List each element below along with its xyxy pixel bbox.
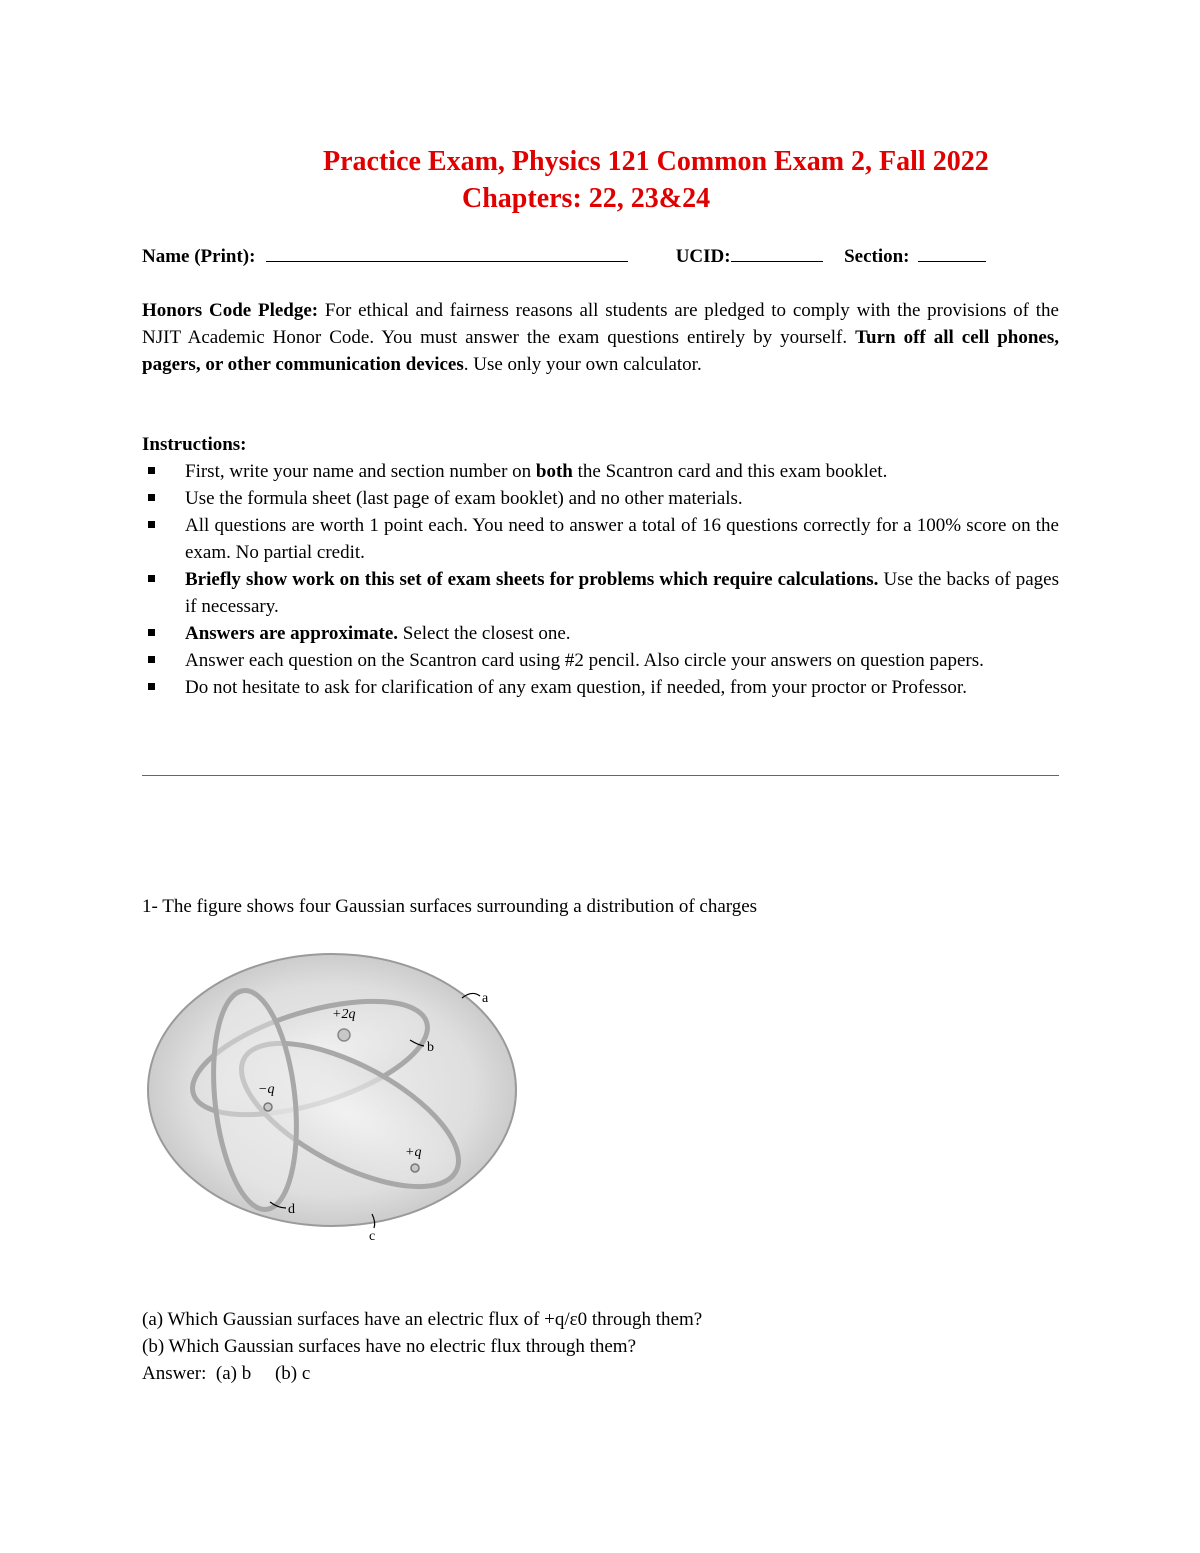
section-field[interactable] xyxy=(918,245,986,262)
instruction-item: Answer each question on the Scantron card using #2 pencil. Also circle your answers on question papers. xyxy=(142,647,1059,674)
instruction-item: First, write your name and section number on both the Scantron card and this exam booklet. xyxy=(142,458,1059,485)
gaussian-surfaces-figure xyxy=(140,950,520,1250)
label-b: b xyxy=(427,1040,434,1055)
question-1-part-a: (a) Which Gaussian surfaces have an electric flux of +q/ε0 through them? xyxy=(142,1309,703,1330)
instruction-item: Do not hesitate to ask for clarification of any exam question, if needed, from your proctor or Professor. xyxy=(142,674,1059,701)
instructions-heading: Instructions: xyxy=(142,434,247,455)
label-d: d xyxy=(288,1202,295,1217)
name-field[interactable] xyxy=(266,245,628,262)
question-1-prompt: 1- The figure shows four Gaussian surfaces surrounding a distribution of charges xyxy=(142,896,758,917)
bullet-icon xyxy=(148,629,155,636)
bullet-icon xyxy=(148,575,155,582)
name-label: Name (Print): xyxy=(142,246,256,267)
section-divider xyxy=(142,775,1059,776)
label-a: a xyxy=(482,991,489,1006)
bullet-icon xyxy=(148,521,155,528)
bullet-icon xyxy=(148,494,155,501)
student-info-line xyxy=(142,243,1062,270)
ucid-label: UCID: xyxy=(675,246,731,267)
label-c: c xyxy=(369,1229,376,1244)
charge-plus-q-label: +q xyxy=(405,1145,422,1160)
honors-devices-warning: Turn off all cell phones, pagers, or other communication devices xyxy=(142,327,1059,375)
charge-plus2q-label: +2q xyxy=(332,1007,356,1022)
charge-minus-q xyxy=(264,1103,272,1111)
bullet-icon xyxy=(148,683,155,690)
honors-pledge xyxy=(142,297,1059,378)
instruction-item: Answers are approximate. Select the closest one. xyxy=(142,620,1059,647)
exam-title: Practice Exam, Physics 121 Common Exam 2, Fall 2022 xyxy=(323,146,989,177)
honors-text: For ethical and fairness reasons all students are pledged to comply with the provisions of the NJIT Academic Honor Code. You must answer the exam questions entirely by yourself. xyxy=(142,300,1059,348)
charge-plus2q xyxy=(338,1029,350,1041)
instruction-item: Use the formula sheet (last page of exam booklet) and no other materials. xyxy=(142,485,1059,512)
bullet-icon xyxy=(148,656,155,663)
charge-plus-q xyxy=(411,1164,419,1172)
instruction-item: All questions are worth 1 point each. You need to answer a total of 16 questions correctly for a 100% score on the exam. No partial credit. xyxy=(142,512,1059,566)
charge-minus-q-label: −q xyxy=(258,1082,275,1097)
bullet-icon xyxy=(148,467,155,474)
question-1-part-b: (b) Which Gaussian surfaces have no electric flux through them? xyxy=(142,1336,636,1357)
question-1-answer: Answer: (a) b (b) c xyxy=(142,1363,311,1384)
instructions-list xyxy=(142,458,1059,701)
section-label: Section: xyxy=(844,246,910,267)
chapters-title: Chapters: 22, 23&24 xyxy=(462,183,711,214)
instruction-item: Briefly show work on this set of exam sheets for problems which require calculations. Use the backs of pages if necessary. xyxy=(142,566,1059,620)
ucid-field[interactable] xyxy=(731,245,823,262)
honors-text-end: . Use only your own calculator. xyxy=(463,354,702,375)
honors-label: Honors Code Pledge: xyxy=(142,300,319,321)
